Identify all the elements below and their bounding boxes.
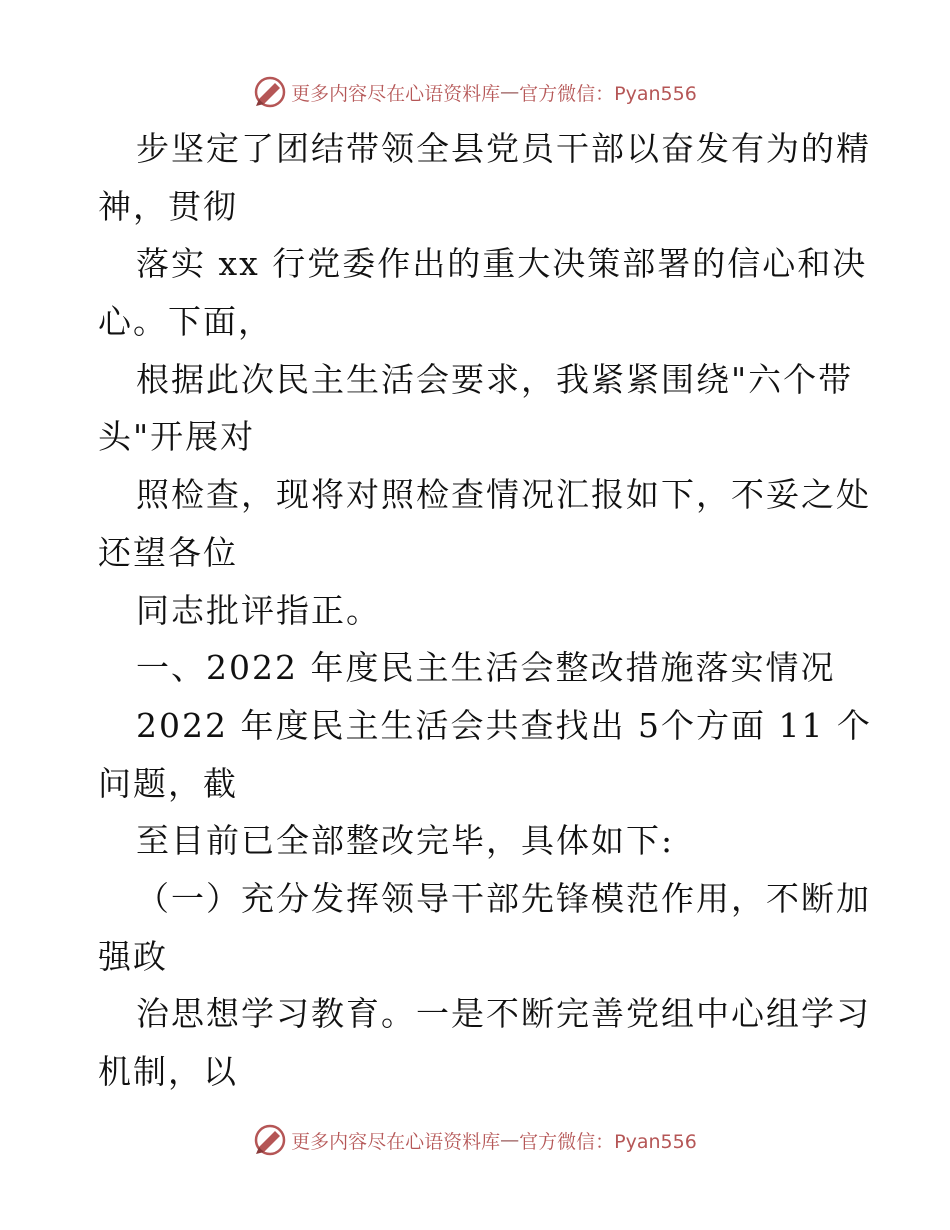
body-line: 神，贯彻 (98, 186, 238, 226)
pen-logo-icon (253, 75, 287, 109)
body-line: 心。下面， (98, 302, 273, 342)
footer-wechat-text: 官方微信：Pyan556 (519, 1130, 697, 1153)
document-body (98, 120, 872, 1101)
body-line: 问题，截 (98, 763, 238, 803)
body-line: 头"开展对 (98, 417, 256, 457)
body-line: 照检查，现将对照检查情况汇报如下，不妥之处 (136, 475, 871, 515)
pen-logo-icon (253, 1123, 287, 1157)
body-line: 还望各位 (98, 532, 238, 572)
body-line: 根据此次民主生活会要求，我紧紧围绕"六个带 (136, 359, 854, 399)
body-line: 步坚定了团结带领全县党员干部以奋发有为的精 (136, 129, 871, 168)
footer-banner-text: 更多内容尽在心语资料库 (291, 1130, 501, 1153)
header-separator: — (500, 81, 520, 103)
body-line: 强政 (98, 936, 168, 976)
section-heading: 一、2022 年度民主生活会整改措施落实情况 (136, 648, 836, 688)
footer-banner (0, 1120, 950, 1160)
subsection-heading: （一）充分发挥领导干部先锋模范作用，不断加 (136, 878, 871, 918)
body-line: 至目前已全部整改完毕，具体如下: (136, 821, 675, 861)
body-line: 2022 年度民主生活会共查找出 5个方面 11 个 (136, 705, 872, 745)
header-wechat-text: 官方微信：Pyan556 (519, 82, 697, 105)
header-banner (0, 72, 950, 112)
header-banner-text: 更多内容尽在心语资料库 (291, 82, 501, 105)
body-line: 落实 xx 行党委作出的重大决策部署的信心和决 (136, 244, 868, 284)
body-line: 机制，以 (98, 1052, 238, 1091)
body-line: 治思想学习教育。一是不断完善党组中心组学习 (136, 994, 871, 1034)
body-line: 同志批评指正。 (136, 590, 381, 630)
footer-separator: — (500, 1129, 520, 1151)
